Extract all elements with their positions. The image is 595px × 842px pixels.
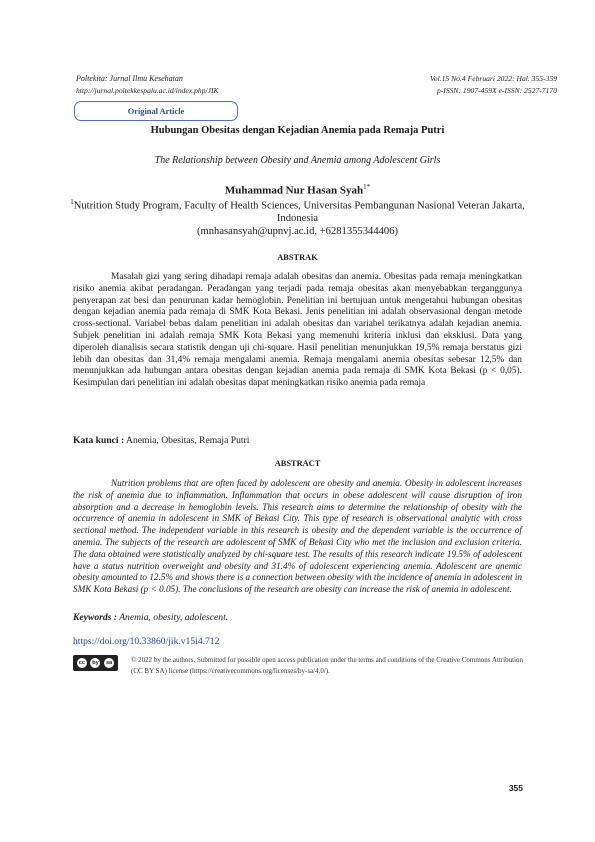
author-name: Muhammad Nur Hasan Syah xyxy=(224,184,364,197)
license-text: © 2022 by the authors. Submitted for possible open access publication under the terms and conditions of the Creative Commons Attribution (CC BY SA) license (https://creativecommons.org/licenses/by-sa/4.0/). xyxy=(131,656,524,675)
kata-kunci xyxy=(73,435,522,446)
journal-name: Poltekita: Jurnal Ilmu Kesehatan xyxy=(76,74,183,83)
author-contact: (mnhasansyah@upnvj.ac.id, +6281355344406) xyxy=(196,226,399,238)
affiliation-block xyxy=(60,196,535,239)
affiliation-mark: 1 xyxy=(70,198,74,206)
affiliation: Nutrition Study Program, Faculty of Health Sciences, Universitas Pembangunan Nasional Veteran Jakarta, Indonesia xyxy=(73,200,525,225)
abstrak-text: Masalah gizi yang sering dihadapi remaja adalah obesitas dan anemia. Obesitas pada remaja meningkatkan risiko anemia akibat peradangan. Peradangan yang terjadi pada remaja obesitas akan menyebabkan terganggunya penyerapan zat besi dan penurunan kadar hemoglobin. Penelitian ini bertujuan untuk mengetahui hubungan obesitas dengan kejadian anemia pada remaja di SMK Kota Bekasi. Jenis penelitian ini adalah observasional dengan metode cross-sectional. Variabel bebas dalam penelitian ini adalah obesitas dan variabel terikatnya adalah kejadian anemia. Subjek penelitian ini adalah remaja SMK Kota Bekasi yang memenuhi kriteria inklusi dan eksklusi. Data yang diperoleh dianalisis secara statistik dengan uji chi-square. Hasil penelitian menunjukkan 19,5% remaja berstatus gizi lebih dan obesitas dan 31,4% remaja mengalami anemia. Remaja mengalami anemia obesitas sebesar 12,5% dan menunjukkan ada hubungan antara obesitas dengan kejadian anemia pada remaja di SMK Kota Bekasi (p < 0,05). Kesimpulan dari penelitian ini adalah obesitas dapat meningkatkan risiko anemia pada remaja xyxy=(73,272,522,389)
cc-icon: cc xyxy=(78,660,85,666)
article-title: Hubungan Obesitas dengan Kejadian Anemia pada Remaja Putri xyxy=(150,125,445,136)
journal-url[interactable]: http://jurnal.poltekkespalu.ac.id/index.php/JIK xyxy=(76,86,219,95)
cc-by-sa-badge[interactable] xyxy=(73,655,118,671)
keywords xyxy=(73,612,522,623)
abstract-text: Nutrition problems that are often faced by adolescent are obesity and anemia. Obesity in adolescent increases the risk of anemia due to inflammation. Inflammation that occurs in obese adolescent will cause disruption of iron absorption and a decrease in hemoglobin levels. This research aims to determine the relationship of obesity with the occurrence of anemia in adolescent in SMK of Bekasi City. This type of research is observational analytic with cross sectional method. The independent variable in this research is obesity and the dependent variable is the occurrence of anemia. The subjects of the research are adolescent of SMK of Bekasi City who met the inclusion and exclusion criteria. The data obtained were statistically analyzed by chi-square test. The results of this research indicate 19.5% of adolescent have a status nutrition overweight and obesity and 31.4% of adolescent experiencing anemia. Adolescent are anemic obesity amounted to 12.5% and shows there is a connection between obesity with the incidence of anemia in adolescent in SMK Kota Bekasi (p < 0.05). The conclusions of the research are obesity can increase the risk of anemia in adolescent. xyxy=(73,478,522,595)
page-number: 355 xyxy=(508,783,523,793)
by-icon: by xyxy=(92,660,99,666)
running-header-right xyxy=(430,73,557,97)
issn-info: p-ISSN: 1907-459X e-ISSN: 2527-7170 xyxy=(436,86,557,95)
keywords-text: Anemia, obesity, adolescent. xyxy=(116,612,229,623)
running-header-left xyxy=(76,73,219,97)
article-type-badge: Original Article xyxy=(74,101,238,121)
author-mark: 1* xyxy=(363,183,371,191)
author-line xyxy=(0,183,595,197)
volume-info: Vol.15 No.4 Februari 2022: Hal. 355-359 xyxy=(430,74,557,83)
abstrak-heading: ABSTRAK xyxy=(277,253,318,262)
sa-icon: sa xyxy=(106,660,113,666)
abstract-heading: ABSTRACT xyxy=(274,459,321,468)
kata-kunci-label: Kata kunci : xyxy=(73,435,125,446)
article-title-english: The Relationship between Obesity and Anemia among Adolescent Girls xyxy=(154,155,441,166)
keywords-label: Keywords : xyxy=(73,612,117,623)
doi-link[interactable]: https://doi.org/10.33860/jik.v15i4.712 xyxy=(73,636,220,647)
kata-kunci-text: Anemia, Obesitas, Remaja Putri xyxy=(124,435,250,446)
